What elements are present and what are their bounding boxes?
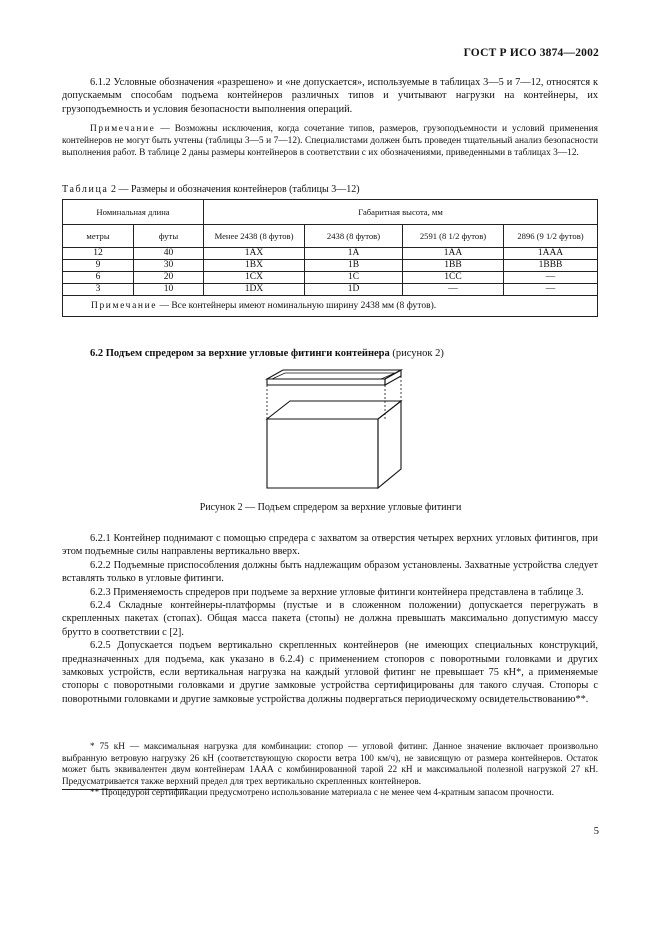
intro-block [62,76,598,116]
table-cell: 1AX [204,248,305,260]
table-cell: — [504,272,598,284]
table-cell: 1BB [403,260,504,272]
group-header-height: Габаритная высота, мм [204,200,598,225]
note1-block [62,123,598,159]
paragraph-6-2-4: 6.2.4 Складные контейнеры-платформы (пустые и в сложенном положении) допускается перегружать в скрепленных пакетах (стопах). Общая масса пакета (стопы) не должна превышать максимально допустимую массу брутто в соответствии с [2]. [62,600,598,638]
col-header-lt2438: Менее 2438 (8 футов) [204,225,305,248]
container-spreader-figure [255,365,415,505]
table-cell: 1B [305,260,403,272]
spreader-inner-rim [272,373,395,379]
note1 [62,123,598,159]
document-header: ГОСТ Р ИСО 3874—2002 [463,47,599,59]
footnote-1: * 75 кН — максимальная нагрузка для комбинации: стопор — угловой фитинг. Данное значение включает произвольно выбранную ветровую нагрузку 26 кН (соответствующую скорости ветра 100 км/ч), не зависящую от размера контейнеров. Остаток может быть эквивалентен двум контейнерам 1AAA с комбинированной тарой 22 кН и максимальной полезной нагрузкой 27 кН. Предусматривается также верхний предел для трех вертикально скрепленных контейнеров. [62,741,598,786]
figure-caption: Рисунок 2 — Подъем спредером за верхние угловые фитинги [199,502,462,513]
table-caption [62,184,360,195]
note1-label: Примечание [90,124,156,134]
body-text [62,532,598,706]
table-cell: 40 [134,248,204,260]
intro-paragraph: 6.1.2 Условные обозначения «разрешено» и «не допускается», используемые в таблицах 3—5 и 7—12, относятся к допускаемым способам подъема контейнеров различных типов и учитывают нагрузки на контейнеры, их грузоподъемность и условия безопасности выполнения операций. [62,77,598,115]
table-cell: 1CX [204,272,305,284]
table-row [63,260,598,272]
table-row [63,284,598,296]
table-cell: 1D [305,284,403,296]
table-cell: 12 [63,248,134,260]
table-cell: — [504,284,598,296]
table-row [63,248,598,260]
table-group-header-row [63,200,598,225]
col-header-2896: 2896 (9 1/2 футов) [504,225,598,248]
table-cell: 6 [63,272,134,284]
paragraph-6-2-1: 6.2.1 Контейнер поднимают с помощью спредера с захватом за отверстия четырех верхних угловых фитингов, при этом подъемные силы направлены вертикально вверх. [62,533,598,558]
col-header-2591: 2591 (8 1/2 футов) [403,225,504,248]
paragraph-6-2-3: 6.2.3 Применяемость спредеров при подъеме за верхние угловые фитинги контейнера представлена в таблице 3. [90,586,584,598]
table-caption-label: Таблица [62,184,109,195]
table-note-label: Примечание [91,300,158,311]
table-note [63,296,598,317]
col-header-2438: 2438 (8 футов) [305,225,403,248]
table-cell: 9 [63,260,134,272]
section-heading [90,348,444,359]
table-cell: 1C [305,272,403,284]
container-front-face [267,419,378,488]
table-cell: — [403,284,504,296]
table-cell: 3 [63,284,134,296]
table-note-row [63,296,598,317]
note1-text: — Возможны исключения, когда сочетание типов, размеров, грузоподъемности и условий применения контейнеров не могут быть учтены (таблицы 3—5 и 7—12). Специалистами должен быть проведен тщательный анализ безопасности выполнения работ. В таблице 2 даны размеры контейнеров в соответствии с их обозначениями, приведенными в таблицах 3—12. [62,124,598,158]
table-cell: 10 [134,284,204,296]
table-cell: 1DX [204,284,305,296]
section-title-ref: (рисунок 2) [389,348,444,359]
group-header-length: Номинальная длина [63,200,204,225]
spreader-side-face [385,370,401,385]
spreader-top-face [267,370,401,379]
table-cell: 1AA [403,248,504,260]
col-header-feet: футы [134,225,204,248]
container-side-face [378,401,401,488]
table-note-text: — Все контейнеры имеют номинальную ширину 2438 мм (8 футов). [157,300,437,311]
containers-table [62,199,598,317]
footnotes [62,741,598,799]
table-cell: 1CC [403,272,504,284]
table-cell: 1BX [204,260,305,272]
table-cell: 1AAA [504,248,598,260]
spreader-front-face [267,379,385,385]
table-cell: 1BBB [504,260,598,272]
table-caption-text: 2 — Размеры и обозначения контейнеров (таблицы 3—12) [108,184,360,195]
table-cell: 20 [134,272,204,284]
table-row [63,272,598,284]
col-header-meters: метры [63,225,134,248]
table-header-row [63,225,598,248]
section-title: 6.2 Подъем спредером за верхние угловые фитинги контейнера [90,348,390,359]
table-cell: 1A [305,248,403,260]
paragraph-6-2-5: 6.2.5 Допускается подъем вертикально скрепленных контейнеров (не имеющих специальных конструкций, предназначенных для подъема, как указано в 6.2.4) с применением стопоров с поворотными головками и других замковых устройств, если вертикальная нагрузка на каждый угловой фитинг не превышает 75 кН*, а применяемые стопоры с поворотными головками и другие замковые устройства сертифицированы для такого случая. Стопоры с поворотными головками и другие замковые устройства должны подвергаться периодическому освидетельствованию**. [62,640,598,705]
paragraph-6-2-2: 6.2.2 Подъемные приспособления должны быть надлежащим образом установлены. Захватные устройства следует вставлять только в угловые фитинги. [62,559,598,585]
footnote-2: ** Процедурой сертификации предусмотрено использование материала с не менее чем 4-кратным запасом прочности. [90,787,554,798]
table-cell: 30 [134,260,204,272]
page-number: 5 [593,826,599,837]
